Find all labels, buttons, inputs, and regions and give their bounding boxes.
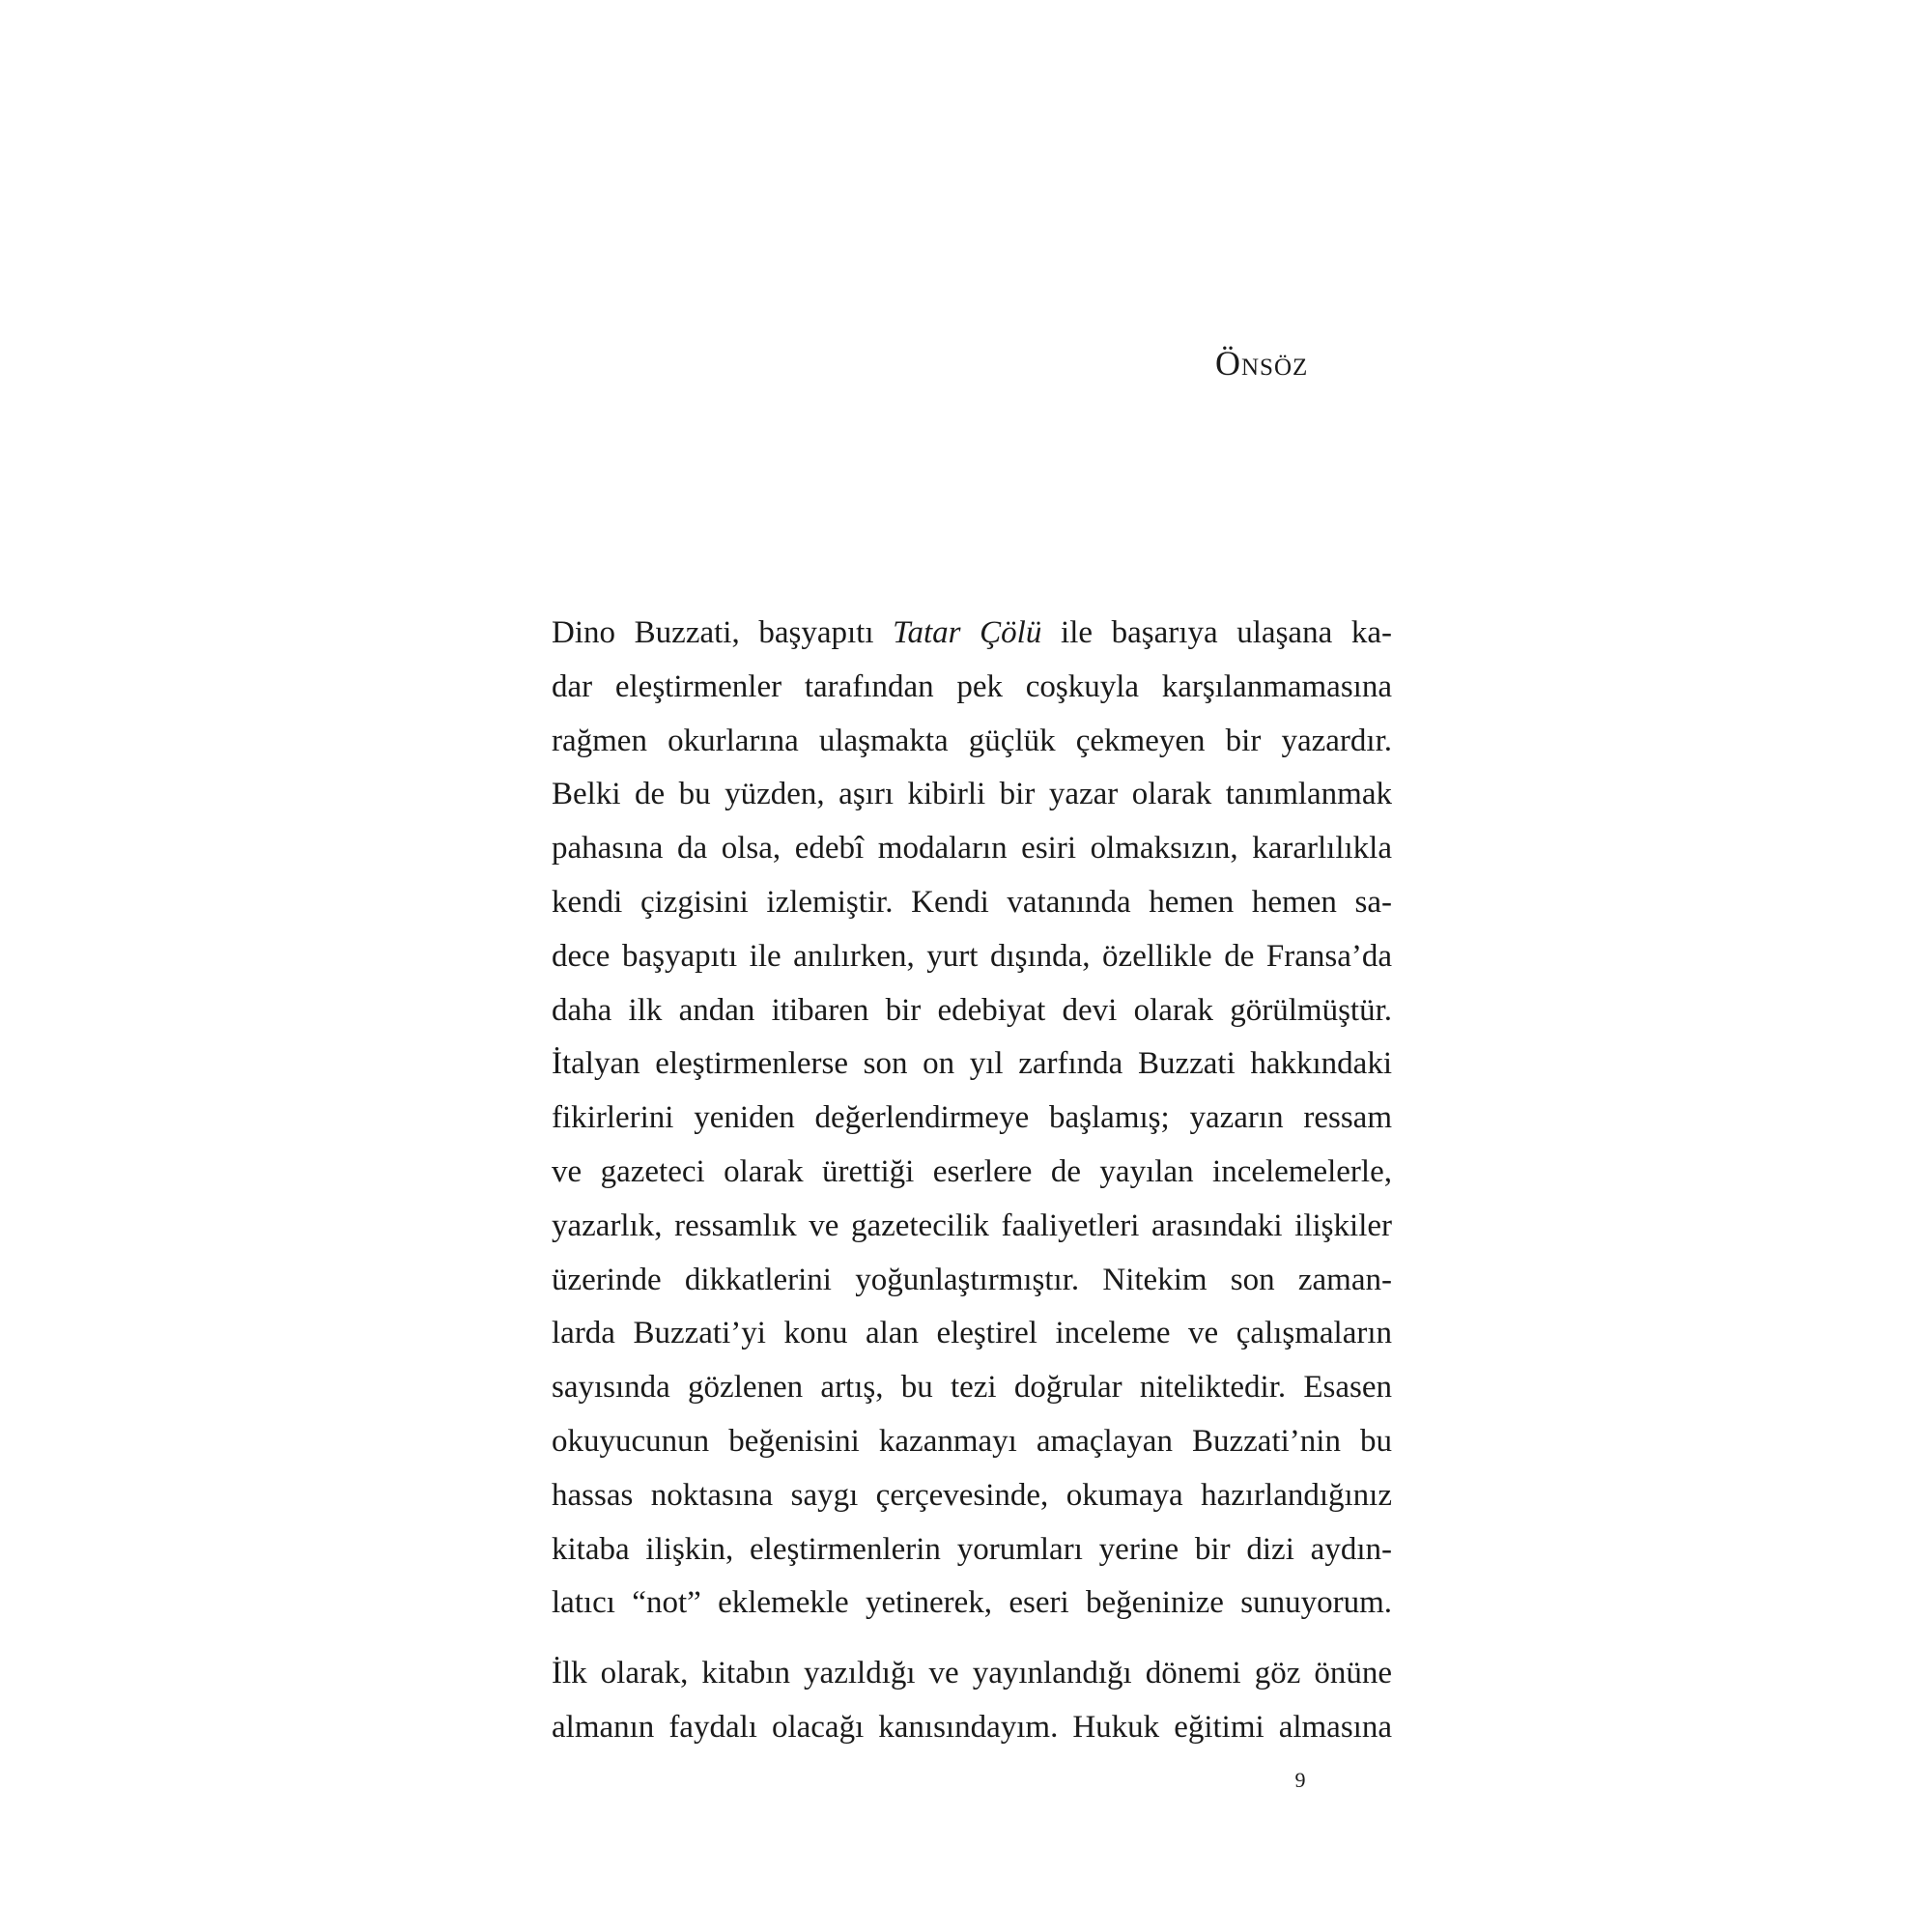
line-text: ile başarıya ulaşana ka- [1041, 615, 1393, 650]
text-line: Belki de bu yüzden, aşırı kibirli bir yazar olarak tanımlanmak [552, 777, 1392, 812]
text-line: üzerinde dikkatlerini yoğunlaştırmıştır. Nitekim son zaman- [552, 1262, 1392, 1297]
text-line: daha ilk andan itibaren bir edebiyat devi olarak görülmüştür. [552, 992, 1392, 1028]
text-line: larda Buzzati’yi konu alan eleştirel inceleme ve çalışmaların [552, 1316, 1392, 1351]
chapter-heading: Önsöz [1215, 344, 1309, 383]
text-line: rağmen okurlarına ulaşmakta güçlük çekmeyen bir yazardır. [552, 723, 1392, 758]
text-line: İtalyan eleştirmenlerse son on yıl zarfında Buzzati hakkındaki [552, 1046, 1392, 1082]
text-line: pahasına da olsa, edebî modaların esiri olmaksızın, kararlılıkla [552, 831, 1392, 867]
text-line: okuyucunun beğenisini kazanmayı amaçlayan Buzzati’nin bu [552, 1423, 1392, 1459]
text-line: hassas noktasına saygı çerçevesinde, okumaya hazırlandığınız [552, 1477, 1392, 1513]
page-number: 9 [1294, 1768, 1306, 1792]
text-line: sayısında gözlenen artış, bu tezi doğrular niteliktedir. Esasen [552, 1370, 1392, 1406]
text-line [552, 607, 1392, 661]
text-line: İlk olarak, kitabın yazıldığı ve yayınlandığı dönemi göz önüne [552, 1656, 1392, 1691]
paragraph [552, 1647, 1392, 1755]
text-line: fikirlerini yeniden değerlendirmeye başlamış; yazarın ressam [552, 1100, 1392, 1136]
text-line: latıcı “not” eklemekle yetinerek, eseri beğeninize sunuyorum. [552, 1585, 1392, 1621]
text-line: ve gazeteci olarak ürettiği eserlere de yayılan incelemelerle, [552, 1153, 1392, 1189]
body-text [552, 607, 1392, 1755]
text-line: dece başyapıtı ile anılırken, yurt dışında, özellikle de Fransa’da [552, 938, 1392, 974]
text-line: kitaba ilişkin, eleştirmenlerin yorumları yerine bir dizi aydın- [552, 1531, 1392, 1567]
text-line: dar eleştirmenler tarafından pek coşkuyla karşılanmamasına [552, 668, 1392, 704]
text-line: almanın faydalı olacağı kanısındayım. Hukuk eğitimi almasına [552, 1709, 1392, 1745]
paragraph [552, 607, 1392, 1631]
line-text: Dino Buzzati, başyapıtı [552, 615, 894, 650]
text-line: kendi çizgisini izlemiştir. Kendi vatanında hemen hemen sa- [552, 884, 1392, 920]
text-line: yazarlık, ressamlık ve gazetecilik faaliyetleri arasındaki ilişkiler [552, 1208, 1392, 1243]
book-title: Tatar Çölü [893, 615, 1042, 650]
